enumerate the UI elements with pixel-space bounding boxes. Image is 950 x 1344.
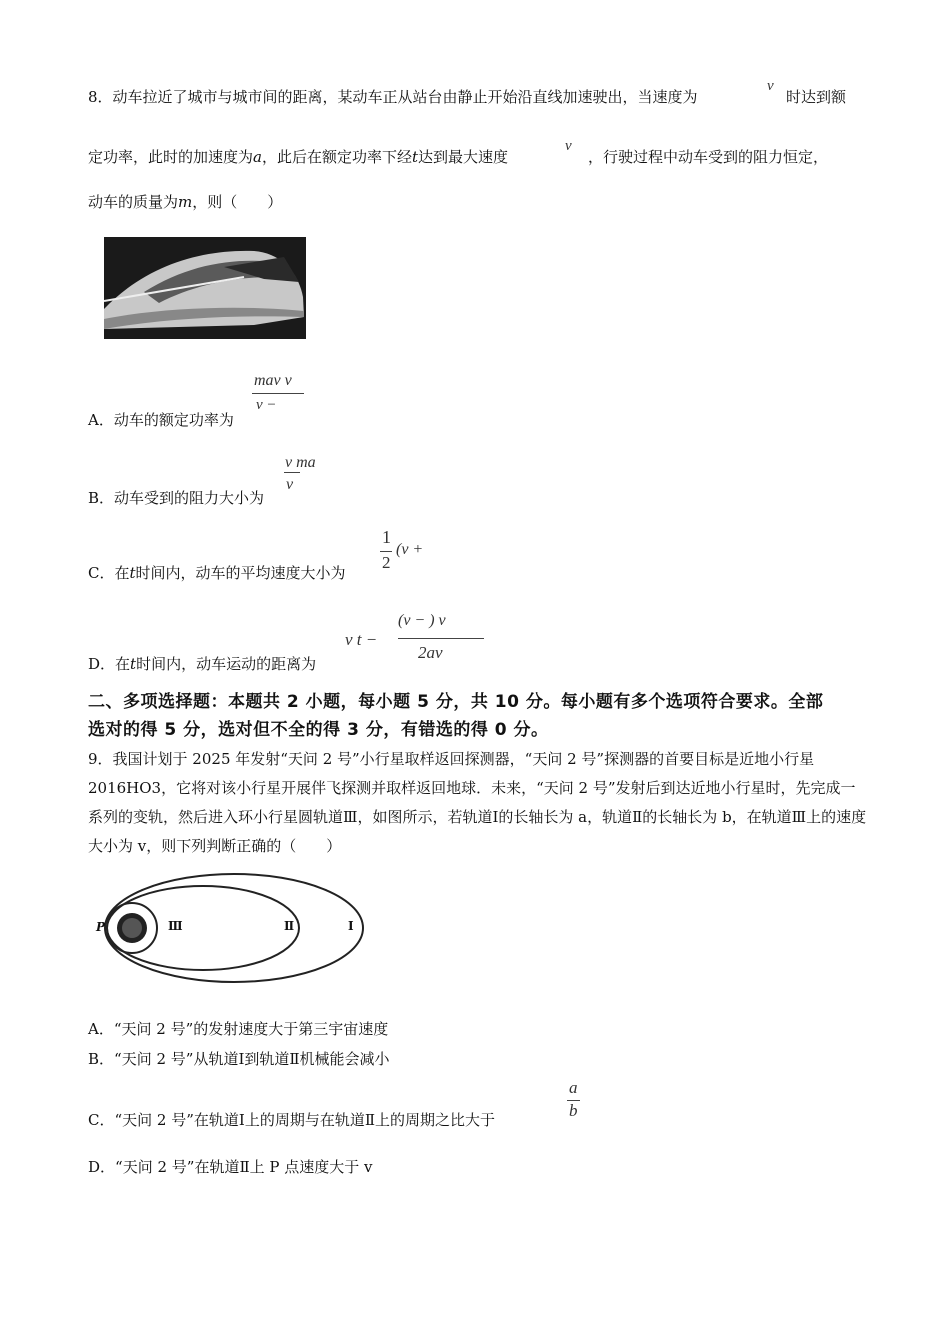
train-image (104, 237, 306, 339)
q9-optC: C．“天问 2 号”在轨道Ⅰ上的周期与在轨道Ⅱ上的周期之比大于 (88, 1111, 496, 1129)
q8-optB-fracbar (284, 472, 300, 473)
q8-optD-b: 时间内，动车运动的距离为 (136, 655, 317, 673)
q9-stem: 9．我国计划于 2025 年发射“天问 2 号”小行星取样返回探测器，“天问 2 号”探测器的首要目标是近地小行星 2016HO3，它将对该小行星开展伴飞探测并取样返回地球．未来，“天问 2 号”发射后到达近地小行星时，先完成一系列的变轨，然后进入环小行星圆轨道Ⅲ，如图所示，若轨道Ⅰ的长轴长为 a，轨道Ⅱ的长轴长为 b，在轨道Ⅲ上的速度大小为 v，则下列判断正确的（ ） (88, 750, 867, 855)
q8-line2 (88, 146, 508, 167)
q8-optC-expr: (v + (396, 541, 424, 558)
q8-line1-text: 8．动车拉近了城市与城市间的距离，某动车正从站台由静止开始沿直线加速驶出，当速度为 (88, 88, 698, 106)
q8-optA-label: A．动车的额定功率为 (88, 411, 234, 429)
q8-line2-c: 达到最大速度 (418, 148, 509, 166)
q8-var-t: t (411, 148, 419, 166)
q8-line2-b: ，此后在额定功率下经 (261, 148, 412, 166)
q8-line3 (88, 191, 282, 212)
q8-optD-a: D．在 (88, 655, 131, 673)
q8-optC-label (88, 562, 346, 583)
q8-optB-num: v ma (285, 454, 316, 471)
q8-optA-den: v − (256, 397, 277, 413)
q8-line3-b: ，则（ ） (192, 193, 283, 211)
q8-optC-fracbar (380, 551, 392, 552)
q8-optD-label (88, 653, 316, 674)
q8-optD-var: t (130, 655, 137, 673)
q8-var-m: m (178, 193, 193, 211)
q8-line2-d: ，行驶过程中动车受到的阻力恒定， (588, 148, 829, 166)
q8-optD-expr-left: v t − (345, 630, 378, 649)
orbit-label-ii: Ⅱ (284, 919, 295, 933)
q8-optB-label: B．动车受到的阻力大小为 (88, 489, 265, 507)
orbit-label-p: P (96, 920, 106, 934)
q9-optA: A．“天问 2 号”的发射速度大于第三宇宙速度 (88, 1020, 389, 1038)
orbit-diagram (92, 868, 367, 988)
q8-optD-fracbar (398, 638, 484, 639)
q8-line1-var: v (767, 78, 774, 94)
q9-optC-num: a (569, 1078, 578, 1097)
q8-optA-num: mav v (254, 372, 292, 389)
q8-optC-var: t (129, 564, 136, 582)
q8-optD-num: (v − ) v (398, 612, 446, 629)
q9-optC-den: b (569, 1101, 578, 1120)
train-photo (104, 237, 306, 339)
q8-line2-var-v: v (565, 138, 572, 154)
q8-line2-a: 定功率，此时的加速度为 (88, 148, 254, 166)
q8-optC-frac-num: 1 (382, 527, 391, 547)
orbit-label-i: Ⅰ (348, 919, 354, 933)
q8-line1 (88, 86, 698, 107)
q8-line1-tail: 时达到额 (786, 88, 847, 106)
q8-optA-fracbar (252, 393, 304, 394)
q8-optD-den: 2av (418, 643, 443, 662)
orbit-svg (92, 868, 367, 988)
q8-optB-den: v (286, 476, 294, 493)
q8-optC-frac-den: 2 (382, 553, 391, 572)
q8-optC-b: 时间内，动车的平均速度大小为 (135, 564, 346, 582)
orbit-label-iii: Ⅲ (168, 919, 183, 933)
q9-optB: B．“天问 2 号”从轨道Ⅰ到轨道Ⅱ机械能会减小 (88, 1050, 390, 1068)
q8-var-a: a (253, 148, 262, 166)
section2-heading-line1: 二、多项选择题：本题共 2 小题，每小题 5 分，共 10 分。每小题有多个选项符合要求。全部 (88, 692, 824, 712)
section2-heading-line2: 选对的得 5 分，选对但不全的得 3 分，有错选的得 0 分。 (88, 720, 549, 740)
q8-line3-a: 动车的质量为 (88, 193, 179, 211)
q8-optC-a: C．在 (88, 564, 130, 582)
q9-optD: D．“天问 2 号”在轨道Ⅱ上 P 点速度大于 v (88, 1158, 373, 1176)
